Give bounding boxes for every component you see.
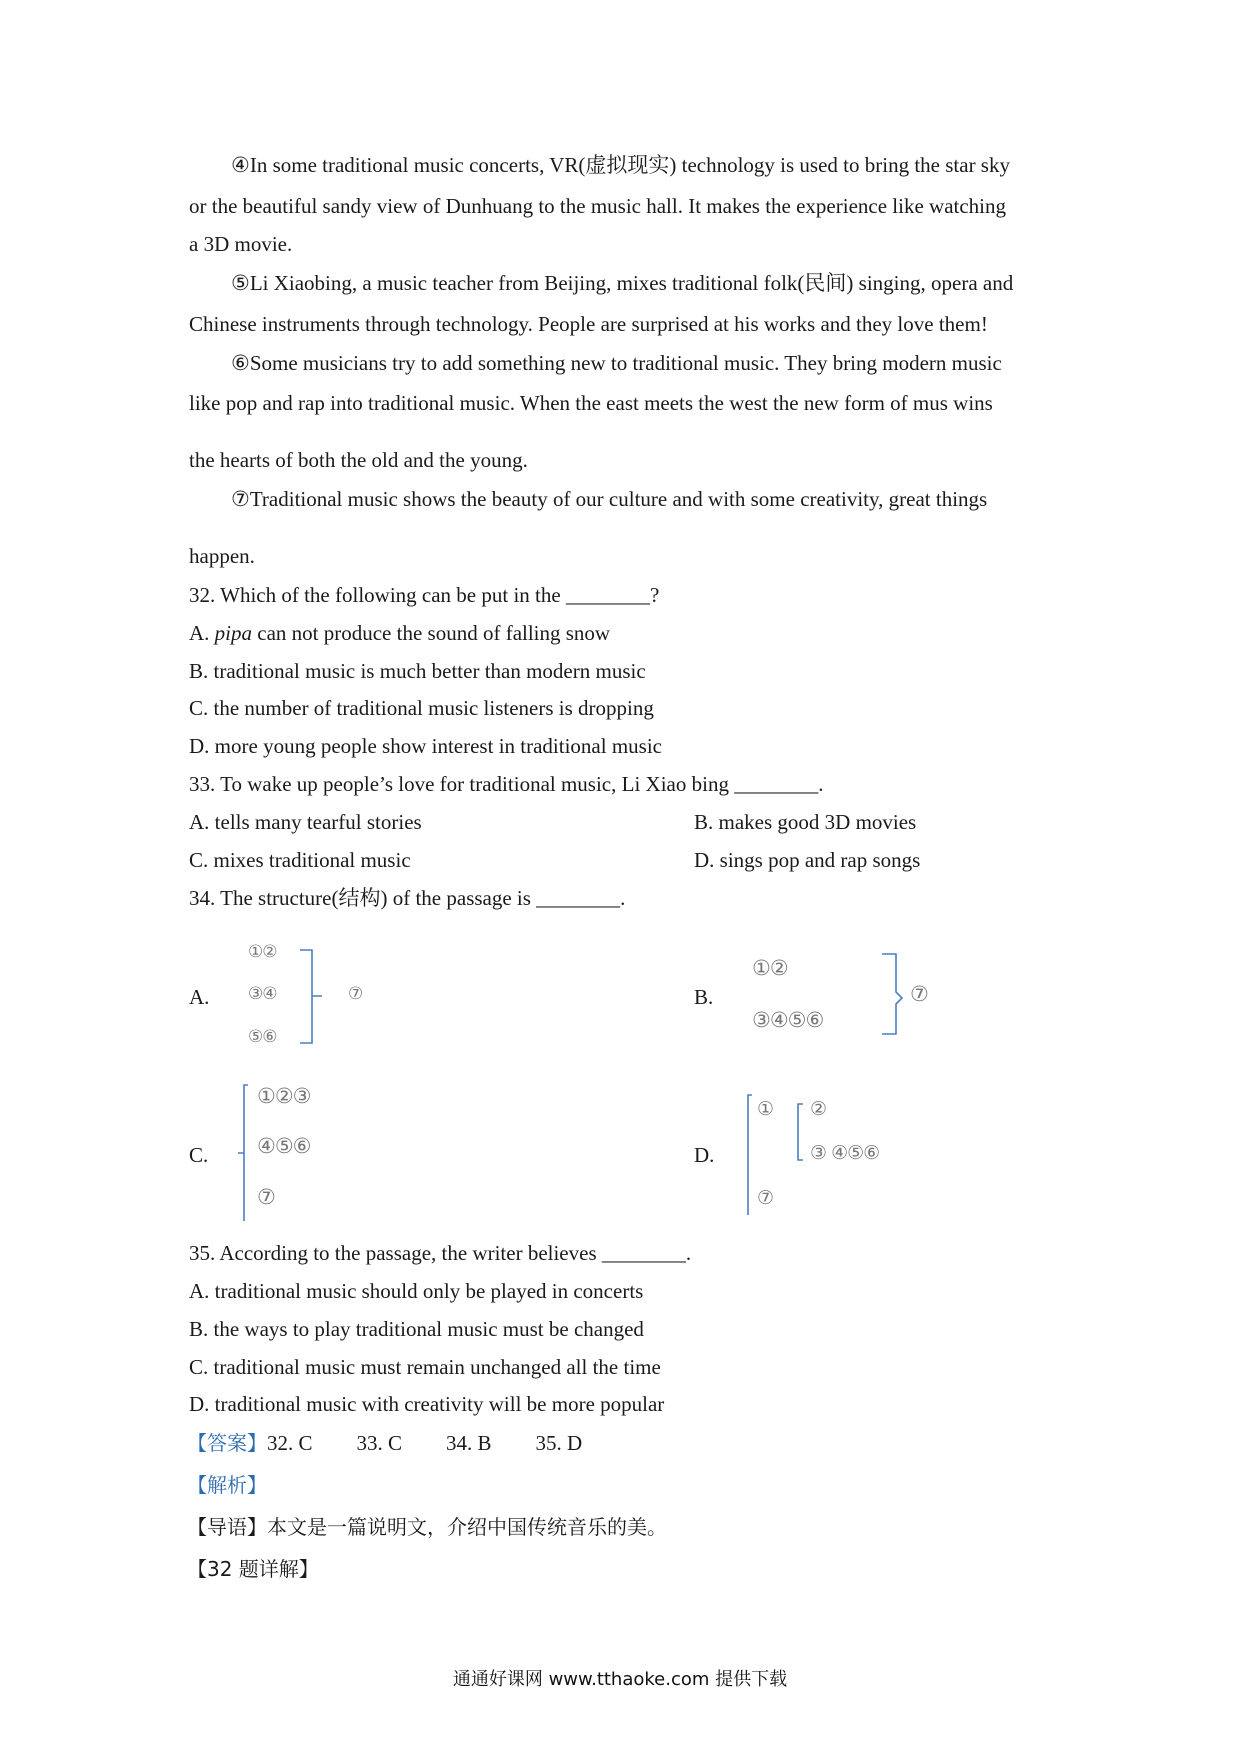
paragraph-6-line-1: ⑥Some musicians try to add something new to traditional music. They bring modern music bbox=[231, 351, 1002, 375]
option-a-group-1: ①② bbox=[248, 942, 277, 962]
guide-line bbox=[187, 1514, 667, 1540]
option-a-rest: can not produce the sound of falling snow bbox=[252, 621, 611, 645]
answer-line bbox=[187, 1430, 582, 1456]
paragraph-7-line-1: ⑦Traditional music shows the beauty of our culture and with some creativity, great things bbox=[231, 487, 988, 511]
question-35-option-b: B. the ways to play traditional music must be changed bbox=[189, 1317, 644, 1341]
question-33-stem: 33. To wake up people’s love for traditional music, Li Xiao bing ________. bbox=[189, 772, 824, 796]
question-32-stem: 32. Which of the following can be put in the ________? bbox=[189, 583, 660, 607]
option-d-sub-2: ③ ④⑤⑥ bbox=[810, 1142, 880, 1164]
option-d-sub-1: ② bbox=[810, 1098, 827, 1120]
question-33-option-d: D. sings pop and rap songs bbox=[694, 848, 921, 872]
question-32-option-a bbox=[189, 620, 610, 646]
option-a-group-3: ⑤⑥ bbox=[248, 1027, 277, 1047]
answer-35: 35. D bbox=[535, 1431, 583, 1455]
paragraph-7-line-2: happen. bbox=[189, 544, 255, 568]
question-34-option-d-label: D. bbox=[694, 1143, 715, 1167]
option-c-group-3: ⑦ bbox=[257, 1185, 275, 1209]
option-a-prefix: A. bbox=[189, 621, 215, 645]
option-b-result: ⑦ bbox=[910, 982, 928, 1006]
option-c-bracket bbox=[238, 1083, 258, 1223]
question-35-option-d: D. traditional music with creativity will be more popular bbox=[189, 1392, 665, 1416]
option-a-result: ⑦ bbox=[348, 984, 363, 1004]
paragraph-4-line-1: ④In some traditional music concerts, VR(虚拟现实) technology is used to bring the star sky bbox=[231, 153, 1010, 177]
paragraph-6-line-3: the hearts of both the old and the young. bbox=[189, 448, 528, 472]
answer-32: 32. C bbox=[267, 1431, 313, 1455]
guide-tag: 【导语】 bbox=[187, 1515, 267, 1539]
page-footer: 通通好课网 www.tthaoke.com 提供下载 bbox=[452, 1669, 788, 1690]
question-34-option-b-label: B. bbox=[694, 985, 714, 1009]
paragraph-5-line-2: Chinese instruments through technology. People are surprised at his works and they love them! bbox=[189, 312, 988, 336]
guide-text: 本文是一篇说明文，介绍中国传统音乐的美。 bbox=[267, 1515, 667, 1539]
question-34-option-a-label: A. bbox=[189, 985, 210, 1009]
option-d-last: ⑦ bbox=[757, 1187, 774, 1209]
option-b-group-2: ③④⑤⑥ bbox=[752, 1008, 824, 1032]
question-33-option-b: B. makes good 3D movies bbox=[694, 810, 917, 834]
question-33-option-a: A. tells many tearful stories bbox=[189, 810, 422, 834]
analysis-tag: 【解析】 bbox=[187, 1473, 267, 1497]
question-34-stem: 34. The structure(结构) of the passage is ________. bbox=[189, 886, 626, 910]
paragraph-4-line-2: or the beautiful sandy view of Dunhuang to the music hall. It makes the experience like watching bbox=[189, 194, 1007, 218]
q32-detail-heading: 【32 题详解】 bbox=[187, 1557, 319, 1581]
question-35-stem: 35. According to the passage, the writer believes ________. bbox=[189, 1241, 692, 1265]
option-b-bracket bbox=[880, 952, 910, 1037]
question-32-option-d: D. more young people show interest in traditional music bbox=[189, 734, 662, 758]
answer-34: 34. B bbox=[446, 1431, 492, 1455]
paragraph-6-line-2: like pop and rap into traditional music. When the east meets the west the new form of mus wins bbox=[189, 391, 993, 415]
answer-tag: 【答案】 bbox=[187, 1431, 267, 1455]
option-a-bracket bbox=[298, 948, 328, 1048]
question-33-option-c: C. mixes traditional music bbox=[189, 848, 411, 872]
question-32-option-b: B. traditional music is much better than modern music bbox=[189, 659, 646, 683]
option-d-inner-bracket bbox=[793, 1102, 809, 1162]
option-b-group-1: ①② bbox=[752, 956, 788, 980]
question-35-option-c: C. traditional music must remain unchanged all the time bbox=[189, 1355, 661, 1379]
answer-33: 33. C bbox=[356, 1431, 403, 1455]
paragraph-5-line-1: ⑤Li Xiaobing, a music teacher from Beijing, mixes traditional folk(民间) singing, opera and bbox=[231, 271, 1014, 295]
question-32-option-c: C. the number of traditional music listeners is dropping bbox=[189, 696, 654, 720]
question-35-option-a: A. traditional music should only be played in concerts bbox=[189, 1279, 644, 1303]
option-c-group-1: ①②③ bbox=[257, 1084, 311, 1108]
option-a-italic-word: pipa bbox=[214, 621, 253, 645]
option-d-first: ① bbox=[757, 1098, 774, 1120]
question-34-option-c-label: C. bbox=[189, 1143, 209, 1167]
option-c-group-2: ④⑤⑥ bbox=[257, 1134, 311, 1158]
option-a-group-2: ③④ bbox=[248, 984, 277, 1004]
paragraph-4-line-3: a 3D movie. bbox=[189, 232, 293, 256]
